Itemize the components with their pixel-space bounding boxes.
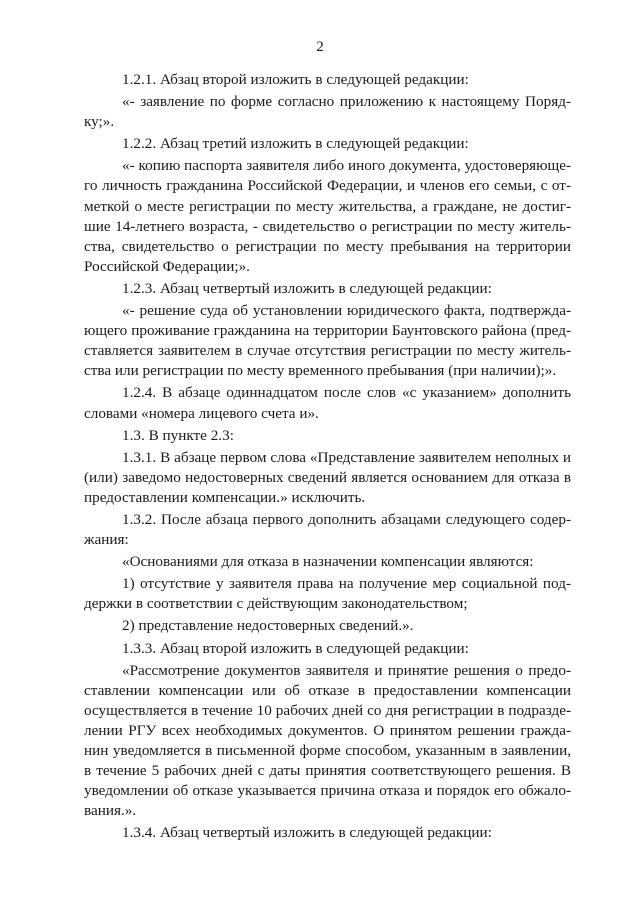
paragraph-1-2-3: 1.2.3. Абзац четвертый изложить в следующей редакции: xyxy=(122,279,492,297)
paragraph-list-item-1: 1) отсутствие у заявителя права на получение мер социальной поддержки в соответствии с действующим законодательством; xyxy=(84,575,571,613)
paragraph-1-2-1: 1.2.1. Абзац второй изложить в следующей редакции: xyxy=(122,71,469,88)
paragraph-1-2-4: 1.2.4. В абзаце одиннадцатом после слов «с указанием» дополнить словами «номера лицевого счета и». xyxy=(84,384,571,422)
paragraph-quote-court-decision: «- решение суда об установлении юридического факта, подтверждающего проживание гражданина на территории Баунтовского района (представляется заявителем в случае отсутствия регистрации по месту жительства или регистрации по месту временного пребывания (при наличии);». xyxy=(84,302,571,380)
paragraph-list-item-2: 2) представление недостоверных сведений.». xyxy=(122,617,414,635)
page-number: 2 xyxy=(316,39,324,55)
paragraph-1-3-4: 1.3.4. Абзац четвертый изложить в следующей редакции: xyxy=(122,824,492,842)
paragraph-1-3-3: 1.3.3. Абзац второй изложить в следующей редакции: xyxy=(122,639,469,657)
paragraph-quote-refusal-grounds: «Основаниями для отказа в назначении компенсации являются: xyxy=(122,553,534,571)
paragraph-1-3-2: 1.3.2. После абзаца первого дополнить абзацами следующего содержания: xyxy=(84,510,571,549)
paragraph-1-3: 1.3. В пункте 2.3: xyxy=(122,426,234,444)
paragraph-1-2-2: 1.2.2. Абзац третий изложить в следующей редакции: xyxy=(122,135,469,153)
paragraph-quote-application: «- заявление по форме согласно приложению к настоящему Порядку;». xyxy=(84,93,571,131)
document-body xyxy=(84,70,571,843)
paragraph-quote-passport: «- копию паспорта заявителя либо иного документа, удостоверяющего личность гражданина Российской Федерации, и членов его семьи, с отметкой о месте регистрации по месту жительства, а граждане, не достигшие 14-летнего возраста, - свидетельство о регистрации по месту жительства, свидетельство о регистрации по месту пребывания на территории Российской Федерации;». xyxy=(84,157,571,275)
paragraph-1-3-1: 1.3.1. В абзаце первом слова «Представление заявителем неполных и (или) заведомо недостоверных сведений является основанием для отказа в предоставлении компенсации.» исключить. xyxy=(84,448,571,506)
paragraph-quote-review: «Рассмотрение документов заявителя и принятие решения о предоставлении компенсации или об отказе в предоставлении компенсации осуществляется в течение 10 рабочих дней со дня регистрации в подразделении РГУ всех необходимых документов. О принятом решении гражданин уведомляется в письменной форме способом, указанным в заявлении, в течение 5 рабочих дней с даты принятия соответствующего решения. В уведомлении об отказе указывается причина отказа и порядок его обжалования.». xyxy=(84,661,571,820)
